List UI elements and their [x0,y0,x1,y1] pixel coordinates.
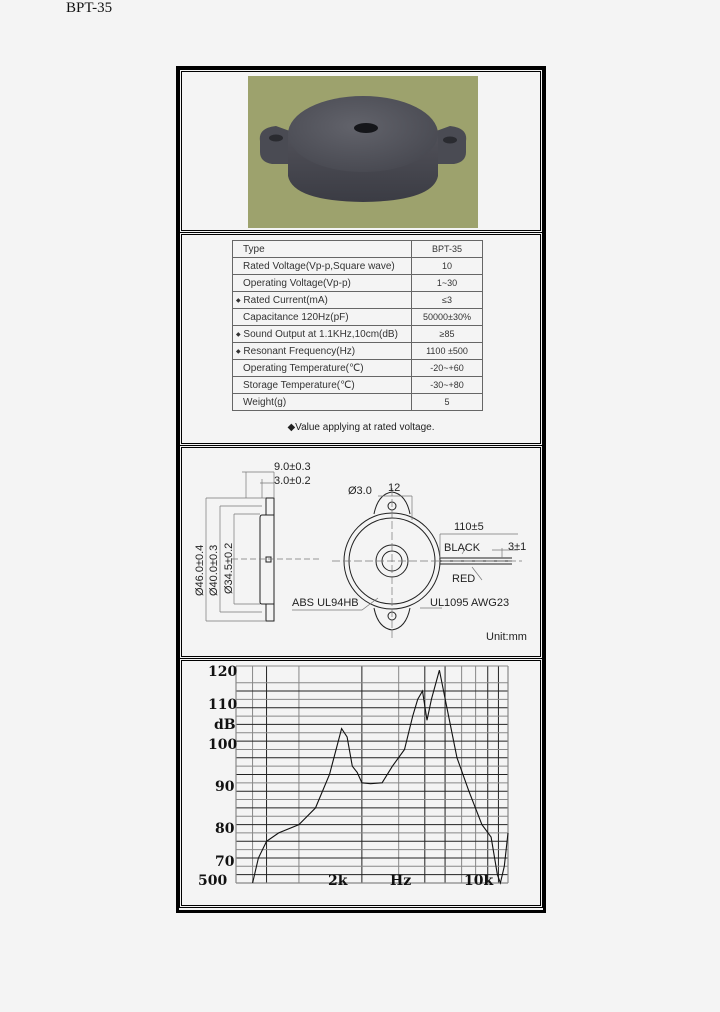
buzzer-photo-icon [248,76,478,228]
y-tick-80: 80 [215,821,235,837]
black-wire-label: BLACK [444,542,481,554]
table-row [233,241,483,258]
wire-spec-label: UL1095 AWG23 [430,597,510,609]
frequency-response-cell [181,660,541,906]
red-wire-label: RED [452,573,476,585]
spec-label: Type [233,241,412,258]
y-tick-110: 110 [208,697,238,713]
depth-dimension: 9.0±0.3 [274,461,311,473]
diamond-marker-icon: ◆ [236,331,241,338]
rated-voltage-note: ◆Value applying at rated voltage. [287,422,435,433]
document-title: BPT-35 [66,0,113,16]
spec-label: Rated Voltage(Vp-p,Square wave) [233,258,412,275]
specifications-cell [181,234,541,444]
table-row [233,309,483,326]
flange-dimension: 3.0±0.2 [274,475,311,487]
y-tick-90: 90 [215,779,235,795]
spec-label: Capacitance 120Hz(pF) [233,309,412,326]
product-photo-cell [181,71,541,231]
table-row [233,360,483,377]
specifications-table [232,240,483,411]
y-axis-label: dB [214,717,236,733]
tab-dimension: 12 [388,482,401,494]
spec-label: Operating Voltage(Vp-p) [233,275,412,292]
material-label: ABS UL94HB [292,597,359,609]
spec-value: -20~+60 [412,360,483,377]
mid-diameter-dimension: Ø40.0±0.3 [208,544,220,596]
x-axis-label: Hz [390,873,412,889]
frequency-response-chart [182,661,540,905]
inner-diameter-dimension: Ø34.5±0.2 [223,542,235,594]
table-row [233,326,483,343]
y-tick-70: 70 [215,854,235,870]
spec-label: ◆ Resonant Frequency(Hz) [233,343,412,360]
table-row [233,292,483,309]
diamond-marker-icon: ◆ [236,348,241,355]
dimension-drawing [182,448,540,656]
x-tick-2k: 2k [328,873,348,889]
spec-value: 5 [412,394,483,411]
table-row [233,258,483,275]
outer-diameter-dimension: Ø46.0±0.4 [194,544,206,596]
datasheet-frame [176,66,546,913]
spec-label: Operating Temperature(℃) [233,360,412,377]
spec-value: ≥85 [412,326,483,343]
spec-value: 1~30 [412,275,483,292]
hole-diameter-dimension: Ø3.0 [348,485,372,497]
table-row [233,275,483,292]
spec-value: 1100 ±500 [412,343,483,360]
y-tick-120: 120 [208,664,238,680]
lead-length-dimension: 110±5 [454,521,484,533]
spec-label: Storage Temperature(℃) [233,377,412,394]
product-photo [248,76,478,228]
unit-label: Unit:mm [486,631,527,643]
strip-length-dimension: 3±1 [508,541,527,553]
x-tick-10k: 10k [464,873,494,889]
table-row [233,343,483,360]
response-curve [253,670,508,883]
spec-label: ◆ Sound Output at 1.1KHz,10cm(dB) [233,326,412,343]
spec-label: ◆ Rated Current(mA) [233,292,412,309]
spec-value: 50000±30% [412,309,483,326]
spec-value: 10 [412,258,483,275]
table-row [233,377,483,394]
dimension-drawing-cell [181,447,541,657]
spec-value: BPT-35 [412,241,483,258]
table-row [233,394,483,411]
diamond-marker-icon: ◆ [236,297,241,304]
spec-value: ≤3 [412,292,483,309]
spec-label: Weight(g) [233,394,412,411]
y-tick-100: 100 [208,737,238,753]
spec-value: -30~+80 [412,377,483,394]
x-tick-500: 500 [198,873,228,889]
